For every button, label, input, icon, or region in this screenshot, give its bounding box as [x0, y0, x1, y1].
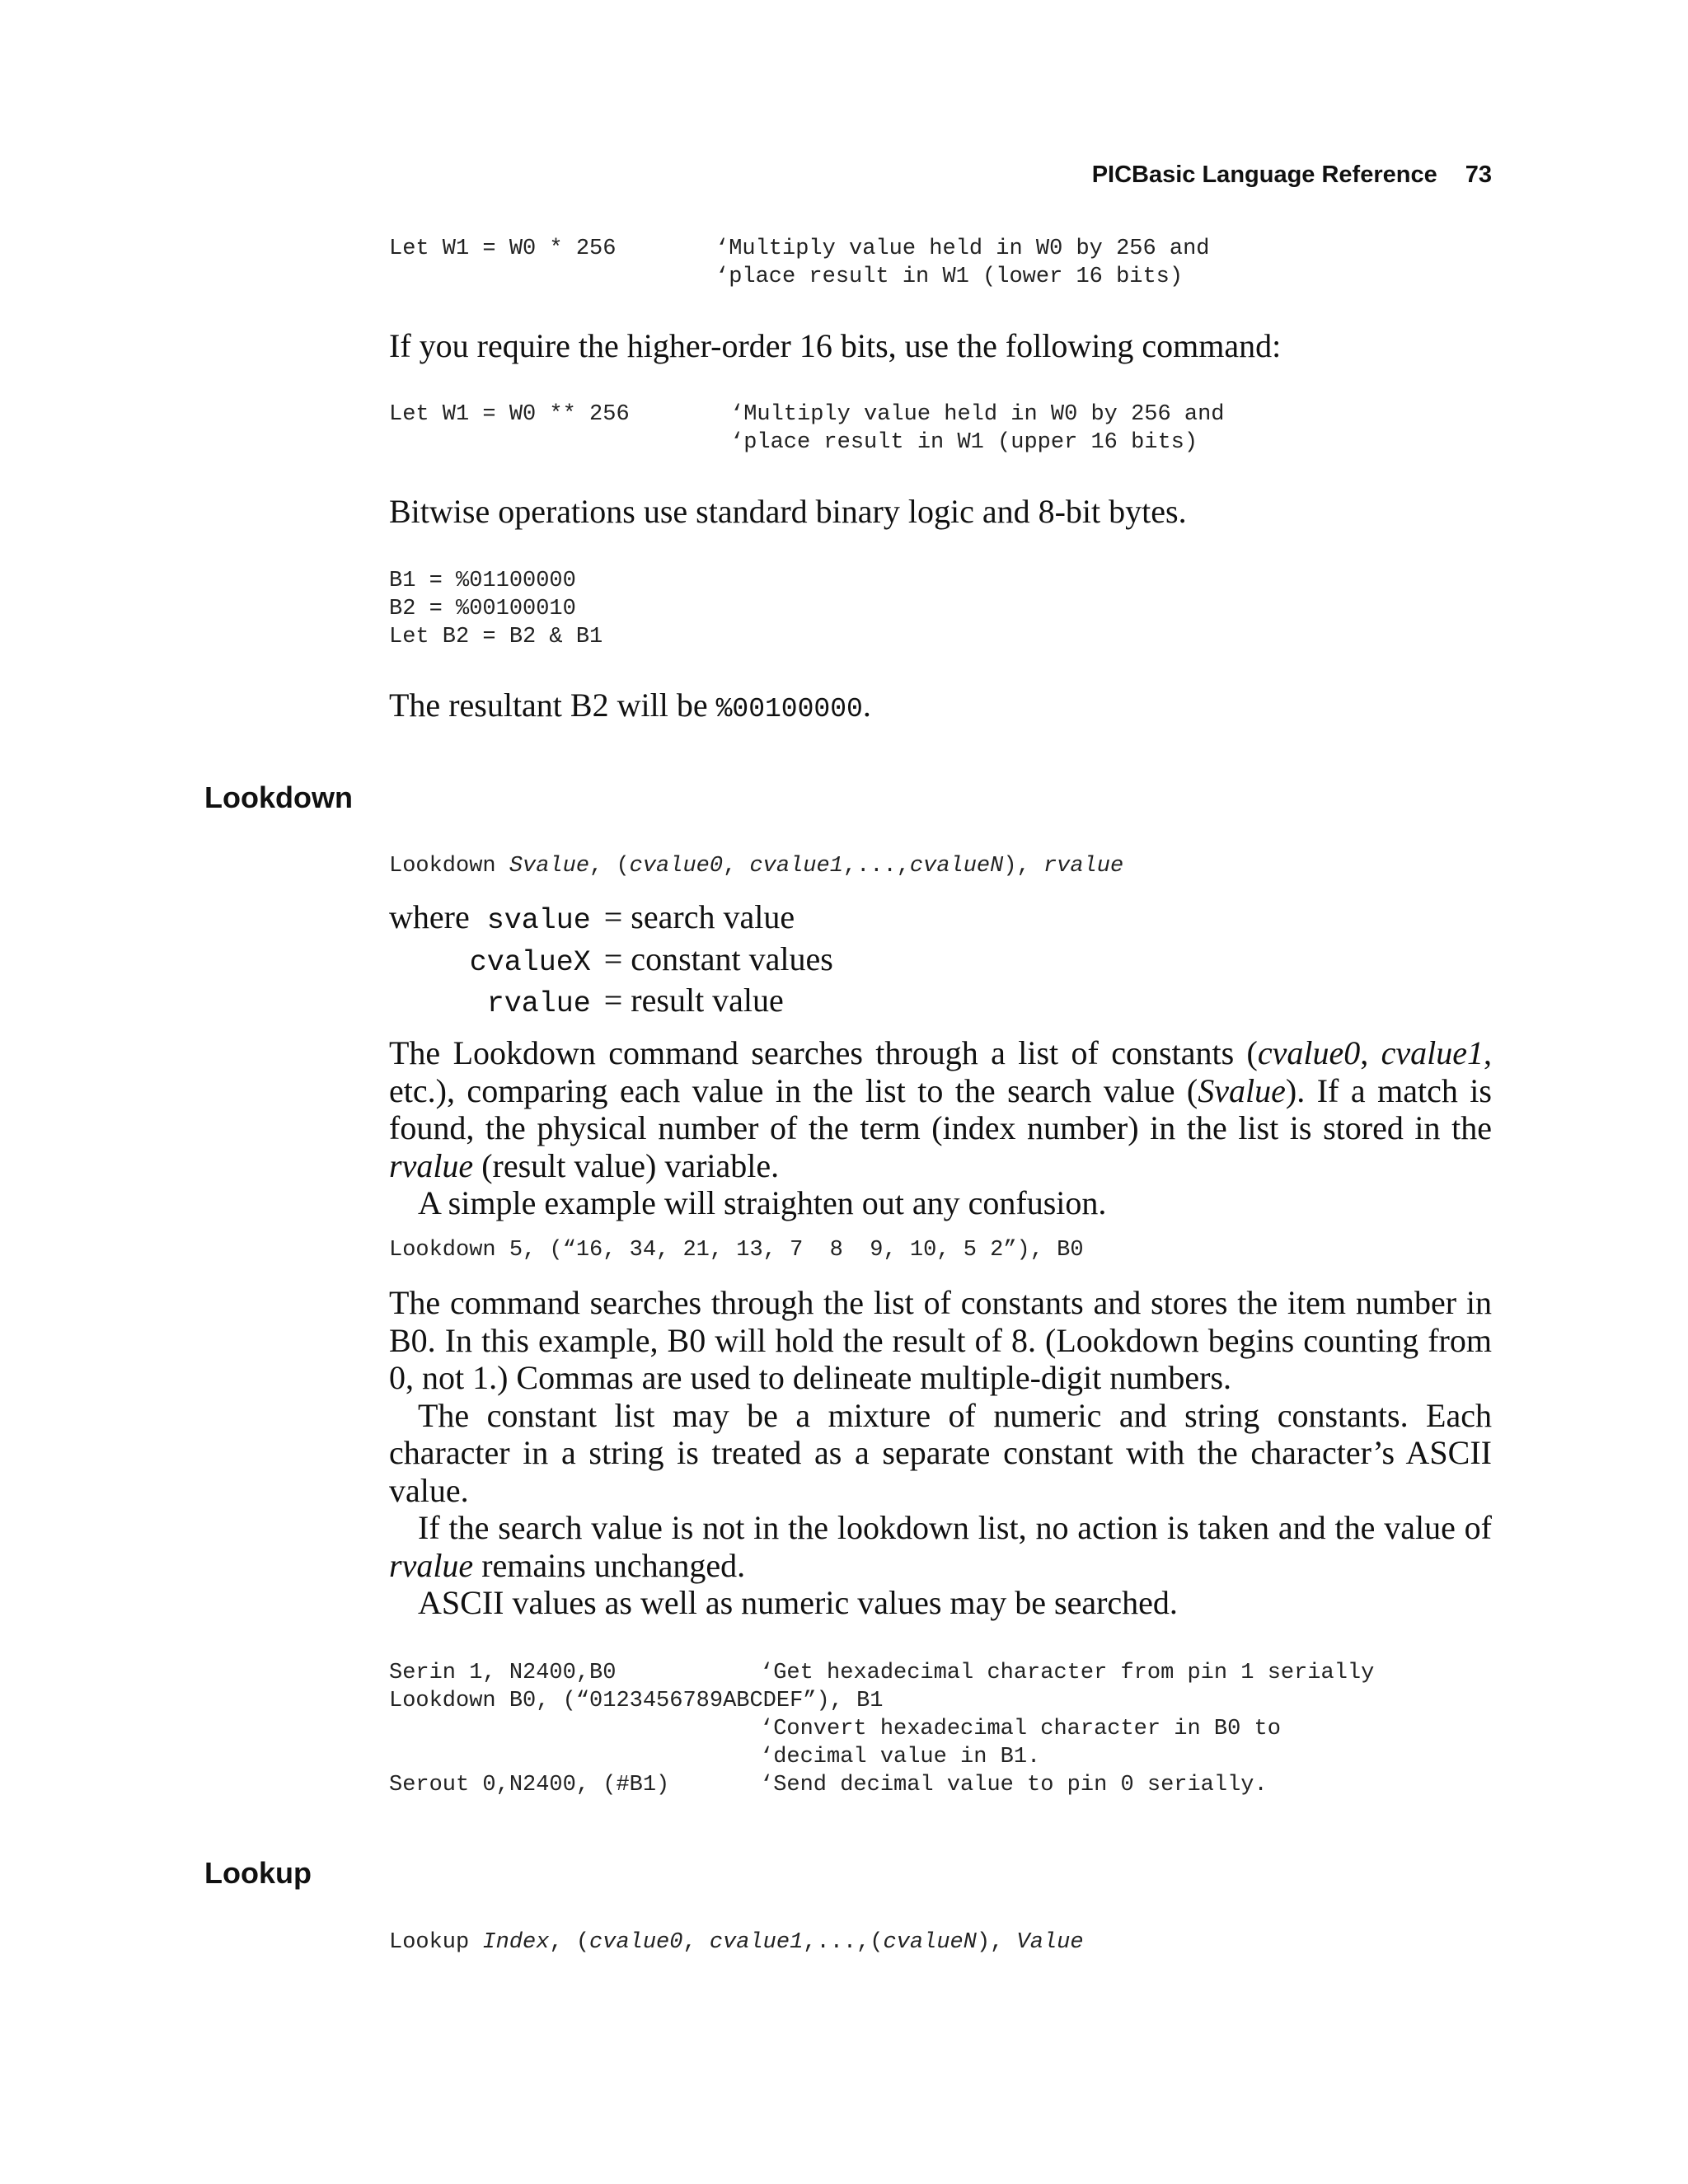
- syntax-sep: ,: [682, 1930, 710, 1955]
- syntax-arg: cvalue1: [749, 854, 843, 879]
- section-heading-lookdown: Lookdown: [204, 780, 353, 814]
- code-comment: ‘Send decimal value to pin 0 serially.: [760, 1773, 1268, 1797]
- text-run: remains unchanged.: [473, 1546, 746, 1584]
- syntax-arg: cvalue0: [629, 854, 724, 879]
- body-paragraph: [389, 493, 1492, 531]
- text-run: (result value) variable.: [473, 1146, 780, 1184]
- paragraph-text: [389, 687, 1492, 729]
- syntax-arg: Index: [482, 1930, 550, 1955]
- text-run: The Lookdown command searches through a list of constants (: [389, 1034, 1258, 1071]
- definition-row: [389, 982, 833, 1024]
- syntax-sep: ,: [723, 854, 750, 879]
- code-comment: ‘Multiply value held in W0 by 256 and: [730, 402, 1225, 427]
- text-italic: cvalue0: [1257, 1034, 1361, 1071]
- paragraph-text: If you require the higher-order 16 bits, use the following command:: [389, 327, 1282, 364]
- paragraph-text: The command searches through the list of constants and stores the item number in B0. In this example, B0 will hold the result of 8. (Lookdown begins counting from 0, not 1.) Commas are used to delineate multiple-digit numbers.: [389, 1284, 1492, 1396]
- code-comment: ‘Get hexadecimal character from pin 1 serially: [760, 1661, 1375, 1685]
- syntax-arg: cvalueN: [883, 1930, 977, 1955]
- paragraph-text: A simple example will straighten out any confusion.: [418, 1184, 1107, 1221]
- paragraph-text: The constant list may be a mixture of numeric and string constants. Each character in a string is treated as a separate constant with the character’s ASCII value.: [389, 1396, 1492, 1509]
- definition-symbol: svalue: [486, 904, 591, 937]
- text-run: If the search value is not in the lookdown list, no action is taken and the value of: [418, 1509, 1492, 1546]
- result-value: %00100000: [715, 694, 863, 724]
- text-italic: cvalue1: [1381, 1034, 1484, 1071]
- syntax-sep: , (: [549, 1930, 590, 1955]
- definition-symbol: cvalueX: [469, 945, 591, 979]
- definition-desc: = constant values: [603, 940, 833, 977]
- definition-row: [389, 898, 833, 940]
- definition-desc: = result value: [603, 982, 784, 1019]
- text-run: , etc.), comparing each value in the list to the search value (: [389, 1034, 1493, 1109]
- running-header: [1092, 162, 1492, 189]
- body-paragraph: [389, 327, 1492, 365]
- syntax-arg: cvalue0: [589, 1930, 683, 1955]
- code-comment: ‘Convert hexadecimal character in B0 to: [760, 1717, 1281, 1741]
- syntax-arg: cvalueN: [909, 854, 1004, 879]
- syntax-arg: Svalue: [509, 854, 590, 879]
- paragraph-text: [389, 1034, 1492, 1184]
- code-comment: ‘place result in W1 (upper 16 bits): [730, 430, 1198, 455]
- syntax-sep: ,...,: [842, 854, 910, 879]
- syntax-arg: cvalue1: [709, 1930, 804, 1955]
- section-heading-lookup: Lookup: [204, 1856, 312, 1890]
- code-line: B2 = %00100010: [389, 597, 576, 621]
- code-comment: ‘decimal value in B1.: [760, 1745, 1041, 1769]
- text-run: ,: [1360, 1034, 1381, 1071]
- where-definitions: [389, 898, 833, 1024]
- definition-symbol: rvalue: [486, 987, 591, 1020]
- body-paragraph: [389, 687, 1492, 729]
- syntax-cmd: Lookup: [389, 1930, 483, 1955]
- definition-desc: = search value: [603, 898, 795, 935]
- body-paragraph: [389, 1034, 1492, 1222]
- code-line: Serin 1, N2400,B0: [389, 1661, 617, 1685]
- definition-row: [389, 940, 833, 982]
- code-line: Let W1 = W0 * 256: [389, 237, 617, 261]
- paragraph-text: ASCII values as well as numeric values may be searched.: [418, 1584, 1178, 1621]
- code-line: B1 = %01100000: [389, 569, 576, 593]
- syntax-line: [389, 1929, 1084, 1957]
- page-number: 73: [1465, 162, 1492, 188]
- syntax-cmd: Lookdown: [389, 854, 509, 879]
- syntax-sep: , (: [589, 854, 630, 879]
- code-line: Lookdown B0, (“0123456789ABCDEF”), B1: [389, 1689, 884, 1713]
- where-label: [389, 982, 470, 1024]
- header-title: PICBasic Language Reference: [1091, 162, 1437, 188]
- code-line: Let B2 = B2 & B1: [389, 625, 603, 649]
- result-text: The resultant B2 will be: [389, 687, 716, 724]
- text-italic: Svalue: [1198, 1071, 1286, 1109]
- syntax-sep: ),: [976, 1930, 1017, 1955]
- syntax-arg: Value: [1016, 1930, 1084, 1955]
- result-end: .: [862, 687, 871, 724]
- syntax-line: [389, 852, 1123, 880]
- code-line: Lookdown 5, (“16, 34, 21, 13, 7 8 9, 10, 5 2”), B0: [389, 1238, 1084, 1263]
- code-line: Serout 0,N2400, (#B1): [389, 1773, 670, 1797]
- body-paragraph: [389, 1284, 1492, 1622]
- text-italic: rvalue: [389, 1546, 474, 1584]
- text-italic: rvalue: [389, 1146, 474, 1184]
- paragraph-text: Bitwise operations use standard binary logic and 8-bit bytes.: [389, 493, 1187, 530]
- text-run: ). If a match is found, the physical number of the term (index number) in the list is stored in the: [389, 1071, 1492, 1146]
- syntax-sep: ,...,(: [803, 1930, 884, 1955]
- code-comment: ‘place result in W1 (lower 16 bits): [715, 265, 1184, 289]
- code-line: Let W1 = W0 ** 256: [389, 402, 630, 427]
- syntax-arg: rvalue: [1043, 854, 1124, 879]
- where-label: [389, 940, 470, 982]
- syntax-sep: ),: [1003, 854, 1043, 879]
- paragraph-text: [389, 1509, 1492, 1584]
- where-label: where: [389, 898, 470, 935]
- code-comment: ‘Multiply value held in W0 by 256 and: [715, 237, 1210, 261]
